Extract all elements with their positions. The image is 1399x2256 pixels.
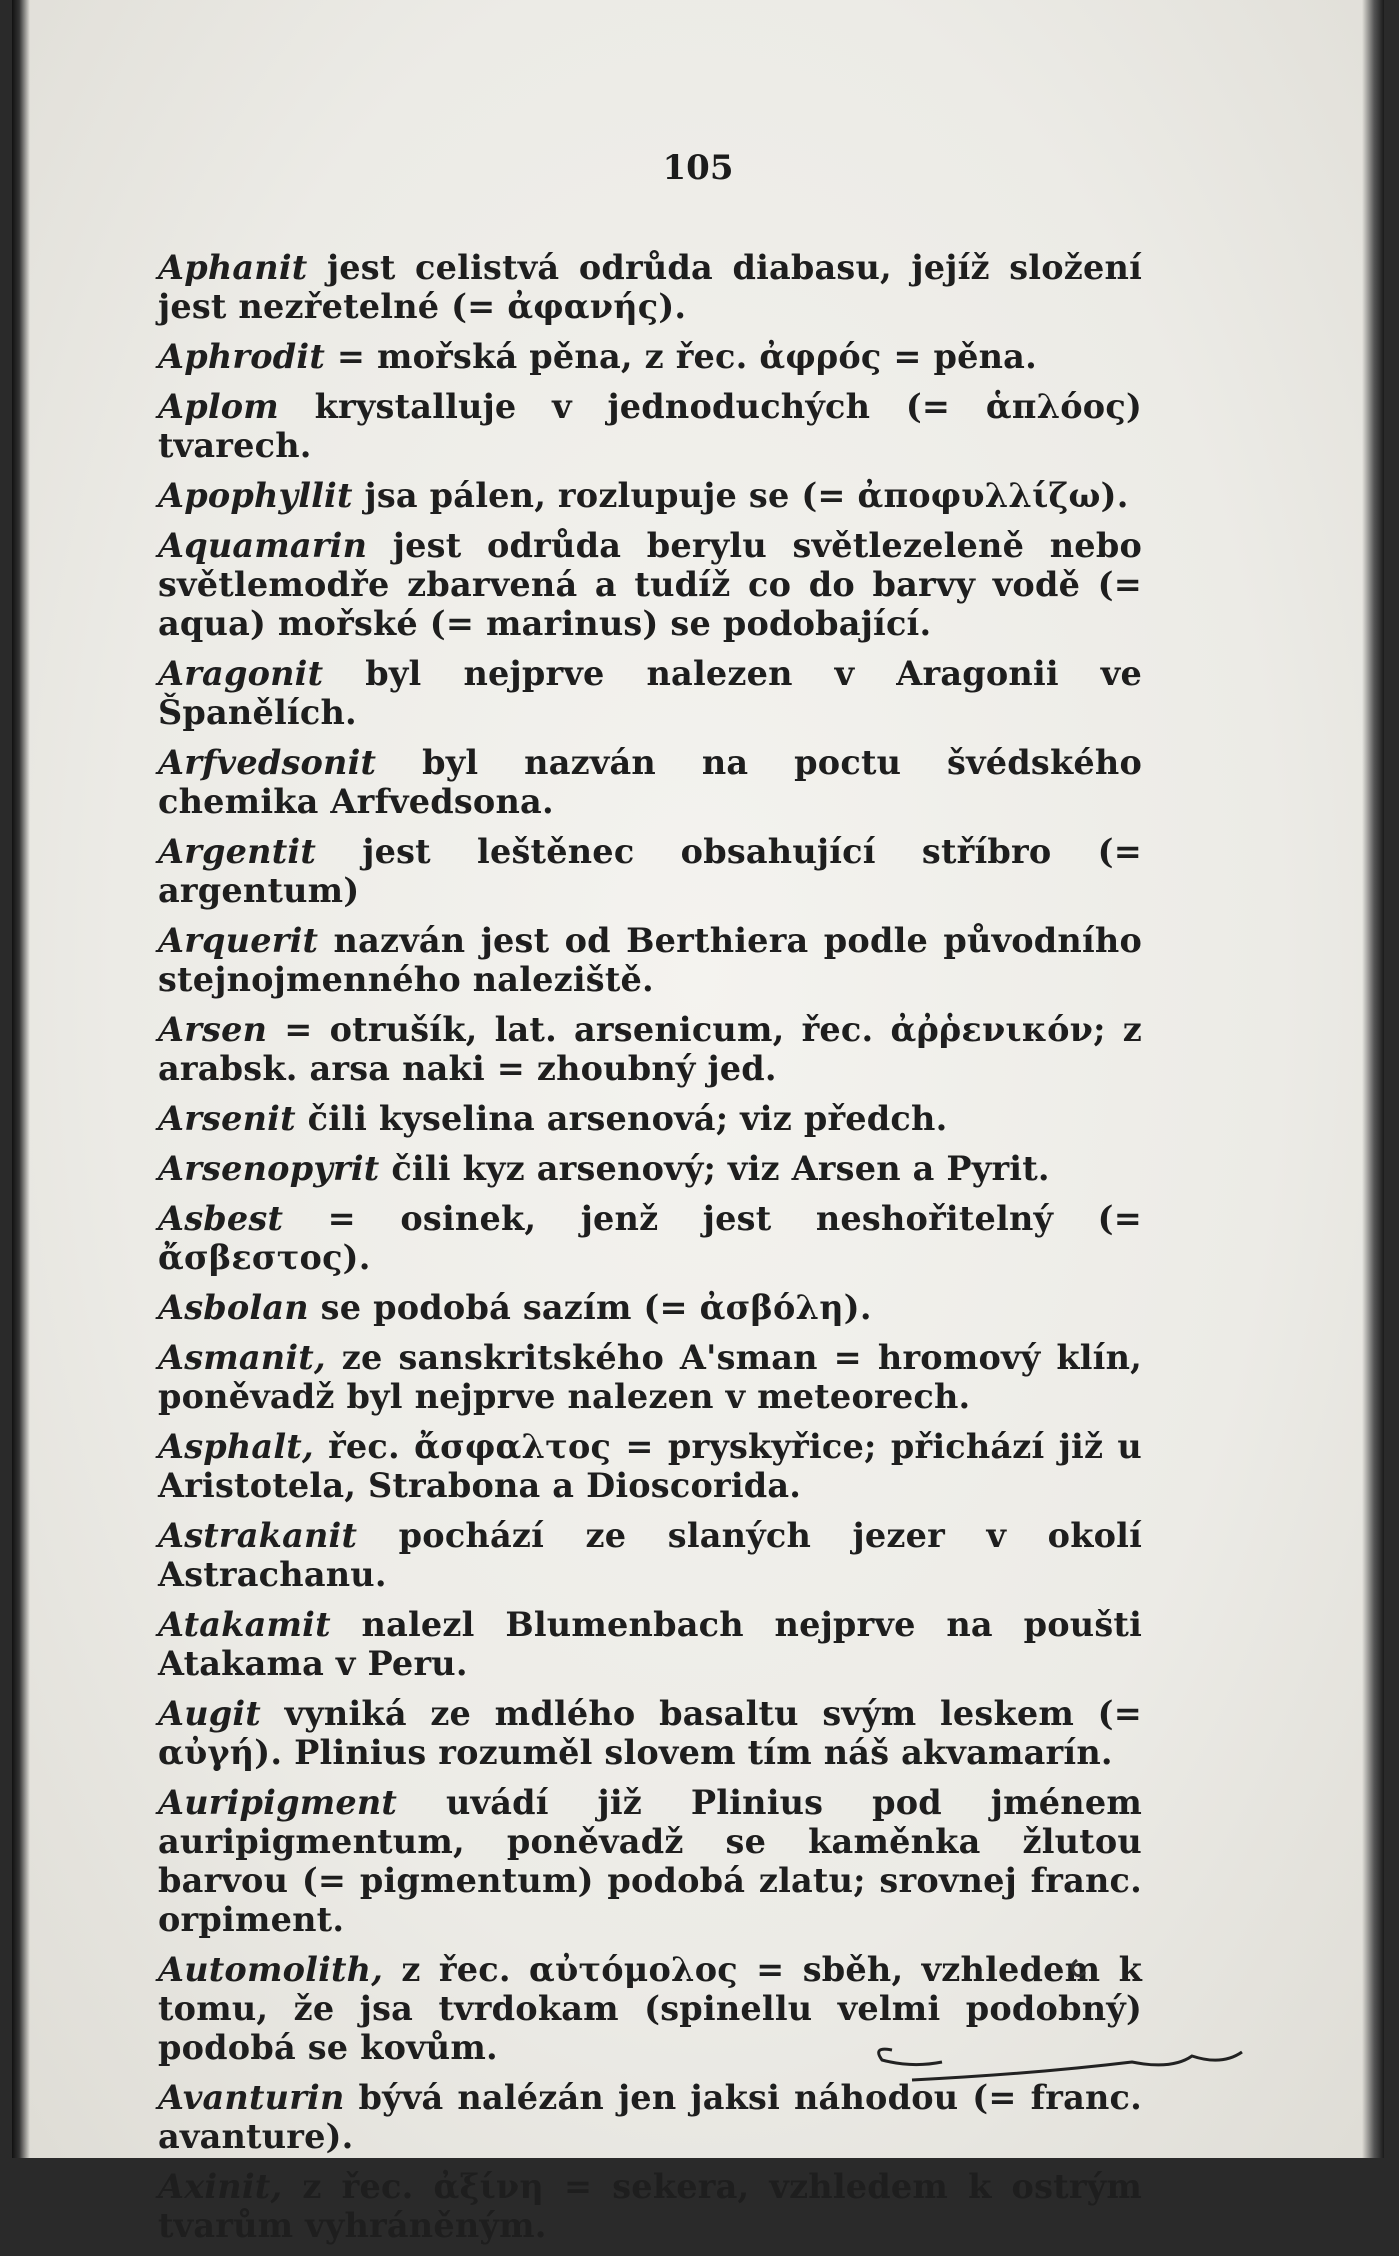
entry-definition: = otrušík, lat. arsenicum, řec. ἀῤῥενικόν; z arabsk. arsa naki = zhoubný jed.: [158, 1010, 1142, 1088]
entry-definition: byl nazván na poctu švédského chemika Arfvedsona.: [158, 743, 1142, 821]
entry-definition: byl nejprve nalezen v Aragonii ve Španělích.: [158, 654, 1142, 732]
entry-term: Arfvedsonit: [158, 743, 377, 782]
entry-definition: bývá nalézán jen jaksi náhodou (= franc. avanture).: [158, 2078, 1142, 2156]
pencil-scribble: [879, 2049, 1242, 2080]
entry-definition: = osinek, jenž jest neshořitelný (= ἄσβεστος).: [158, 1199, 1142, 1277]
entry-term: Aquamarin: [158, 526, 368, 565]
entry-term: Apophyllit: [158, 476, 353, 515]
entry-term: Arsen: [158, 1010, 268, 1049]
entry-term: Asmanit,: [158, 1338, 326, 1377]
entry-term: Asbest: [158, 1199, 284, 1238]
entry-term: Aragonit: [158, 654, 324, 693]
pencil-mark-small: [1072, 1960, 1085, 1976]
entry-term: Argentit: [158, 832, 317, 871]
entry-definition: řec. ἄσφαλτος = pryskyřice; přichází již u Aristotela, Strabona a Dioscorida.: [158, 1427, 1142, 1505]
entry-definition: = mořská pěna, z řec. ἀφρός = pěna.: [325, 337, 1037, 376]
entry-term: Astrakanit: [158, 1516, 358, 1555]
entry-term: Atakamit: [158, 1605, 331, 1644]
entry-definition: ze sanskritského A'sman = hromový klín, poněvadž byl nejprve nalezen v meteorech.: [158, 1338, 1142, 1416]
entry-term: Arsenopyrit: [158, 1149, 380, 1188]
entry-term: Avanturin: [158, 2078, 345, 2117]
entry-term: Aphrodit: [158, 337, 325, 376]
entry-definition: čili kyz arsenový; viz Arsen a Pyrit.: [379, 1149, 1050, 1188]
entry-definition: nalezl Blumenbach nejprve na poušti Atakama v Peru.: [158, 1605, 1142, 1683]
entry-term: Asphalt,: [158, 1427, 314, 1466]
entry-term: Augit: [158, 1694, 261, 1733]
entry-definition: uvádí již Plinius pod jménem auripigmentum, poněvadž se kaměnka žlutou barvou (= pigmentum) podobá zlatu; srovnej franc. orpiment.: [158, 1783, 1142, 1939]
entry-term: Aphanit: [158, 248, 308, 287]
entry-definition: z řec. αὐτόμολος = sběh, vzhledem k tomu, že jsa tvrdokam (spinellu velmi podobný) podobá se kovům.: [158, 1950, 1142, 2067]
entry-term: Auripigment: [158, 1783, 398, 1822]
entry-definition: jest celistvá odrůda diabasu, jejíž složení jest nezřetelné (= ἀφανής).: [158, 248, 1142, 326]
handwritten-marks: [12, 0, 1384, 2158]
entry: [158, 2167, 1142, 2245]
entry-term: Arsenit: [158, 1099, 296, 1138]
entry-term: Aplom: [158, 387, 279, 426]
entry-definition: krystalluje v jednoduchých (= ἁπλόος) tvarech.: [158, 387, 1142, 465]
entry-definition: vyniká ze mdlého basaltu svým leskem (= αὐγή). Plinius rozuměl slovem tím náš akvamarín.: [158, 1694, 1142, 1772]
entry-definition: čili kyselina arsenová; viz předch.: [295, 1099, 948, 1138]
entry-definition: jsa pálen, rozlupuje se (= ἀποφυλλίζω).: [352, 476, 1129, 515]
entry-term: Asbolan: [158, 1288, 309, 1327]
entry-definition: jest leštěnec obsahující stříbro (= argentum): [158, 832, 1142, 910]
book-page: [12, 0, 1384, 2245]
page-number: 105: [662, 148, 734, 188]
entry-definition: nazván jest od Berthiera podle původního stejnojmenného naleziště.: [158, 921, 1142, 999]
entry-definition: pochází ze slaných jezer v okolí Astrachanu.: [158, 1516, 1142, 1594]
entry-definition: jest odrůda berylu světlezeleně nebo světlemodře zbarvená a tudíž co do barvy vodě (= aqua) mořské (= marinus) se podobající.: [158, 526, 1142, 643]
entry-term: Automolith,: [158, 1950, 384, 1989]
entry-definition: se podobá sazím (= ἀσβόλη).: [308, 1288, 872, 1327]
entry-term: Arquerit: [158, 921, 319, 960]
entry-definition: z řec. ἀξίνη = sekera, vzhledem k ostrým tvarům vyhráněným.: [158, 2167, 1142, 2245]
entry-term: Axinit,: [158, 2167, 283, 2206]
